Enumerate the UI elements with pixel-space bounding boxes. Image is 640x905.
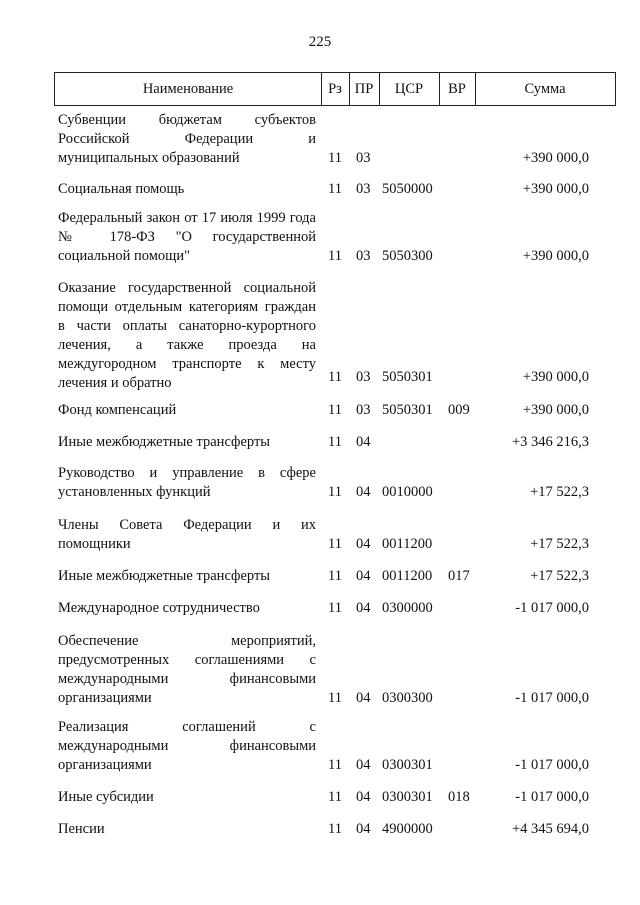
row-sum: -1 017 000,0 [515,757,589,773]
table-row [0,632,640,708]
table-row [0,567,640,586]
row-rz: 11 [328,690,342,706]
table-row [0,788,640,807]
row-sum: +390 000,0 [522,402,589,418]
table-row [0,599,640,618]
row-rz: 11 [328,757,342,773]
row-pr: 03 [356,150,371,166]
row-vr: 017 [448,568,470,584]
row-name: Фонд компенсаций [58,402,177,418]
row-name: Обеспечение мероприятий, предусмотренных соглашениями с международными финансовыми организациями [58,633,316,706]
row-pr: 04 [356,757,371,773]
row-csr: 5050300 [382,248,433,264]
row-csr: 5050301 [382,402,433,418]
table-row [0,820,640,839]
row-csr: 0011200 [382,568,433,584]
row-pr: 04 [356,536,371,552]
row-rz: 11 [328,248,342,264]
header-rz: Рз [321,73,350,105]
row-csr: 0011200 [382,536,433,552]
row-sum: +4 345 694,0 [511,821,589,837]
row-pr: 04 [356,600,371,616]
row-rz: 11 [328,181,342,197]
row-rz: 11 [328,434,342,450]
table-row [0,516,640,554]
row-name: Пенсии [58,821,105,837]
row-rz: 11 [328,369,342,385]
row-pr: 03 [356,369,371,385]
table-row [0,111,640,168]
row-vr: 009 [448,402,470,418]
row-rz: 11 [328,402,342,418]
table-header [54,72,616,106]
row-sum: +17 522,3 [530,484,589,500]
row-name: Субвенции бюджетам субъектов Российской Федерации и муниципальных образований [58,112,316,166]
row-name: Члены Совета Федерации и их помощники [58,517,316,552]
row-rz: 11 [328,484,342,500]
row-csr: 4900000 [382,821,433,837]
row-pr: 03 [356,402,371,418]
row-csr: 5050000 [382,181,433,197]
row-name: Федеральный закон от 17 июля 1999 года № 178-ФЗ "О государственной социальной помощи" [58,210,316,264]
row-sum: +390 000,0 [522,150,589,166]
row-pr: 04 [356,690,371,706]
row-vr: 018 [448,789,470,805]
header-name: Наименование [55,73,322,105]
row-rz: 11 [328,600,342,616]
row-name: Оказание государственной социальной помощи отдельным категориям граждан в части оплаты санаторно-курортного лечения, а также проезда на междугородном транспорте к месту лечения и обратно [58,280,316,391]
table-row [0,464,640,502]
row-name: Международное сотрудничество [58,600,260,616]
header-sum: Сумма [524,81,566,97]
row-sum: +390 000,0 [522,369,589,385]
row-csr: 0300000 [382,600,433,616]
row-pr: 04 [356,568,371,584]
row-sum: -1 017 000,0 [515,690,589,706]
row-pr: 04 [356,789,371,805]
row-sum: -1 017 000,0 [515,789,589,805]
row-rz: 11 [328,789,342,805]
row-rz: 11 [328,821,342,837]
row-sum: +390 000,0 [522,181,589,197]
table-row [0,279,640,393]
row-sum: +17 522,3 [530,536,589,552]
header-csr: ЦСР [379,73,440,105]
row-csr: 5050301 [382,369,433,385]
row-csr: 0300301 [382,789,433,805]
header-pr: ПР [349,73,380,105]
row-rz: 11 [328,568,342,584]
row-csr: 0010000 [382,484,433,500]
row-name: Социальная помощь [58,181,185,197]
row-name: Иные субсидии [58,789,154,805]
row-name: Реализация соглашений с международными финансовыми организациями [58,719,316,773]
row-name: Иные межбюджетные трансферты [58,434,271,450]
table-row [0,433,640,452]
row-sum: -1 017 000,0 [515,600,589,616]
row-name: Иные межбюджетные трансферты [58,568,271,584]
header-vr: ВР [439,73,476,105]
row-pr: 03 [356,181,371,197]
table-row [0,209,640,266]
row-pr: 04 [356,484,371,500]
row-csr: 0300301 [382,757,433,773]
row-sum: +3 346 216,3 [511,434,589,450]
row-sum: +390 000,0 [522,248,589,264]
table-row [0,718,640,775]
row-name: Руководство и управление в сфере установленных функций [58,465,316,500]
row-pr: 04 [356,434,371,450]
table-row [0,180,640,199]
page-number: 225 [308,34,332,50]
row-csr: 0300300 [382,690,433,706]
row-rz: 11 [328,150,342,166]
row-rz: 11 [328,536,342,552]
row-sum: +17 522,3 [530,568,589,584]
table-row [0,401,640,420]
row-pr: 03 [356,248,371,264]
row-pr: 04 [356,821,371,837]
